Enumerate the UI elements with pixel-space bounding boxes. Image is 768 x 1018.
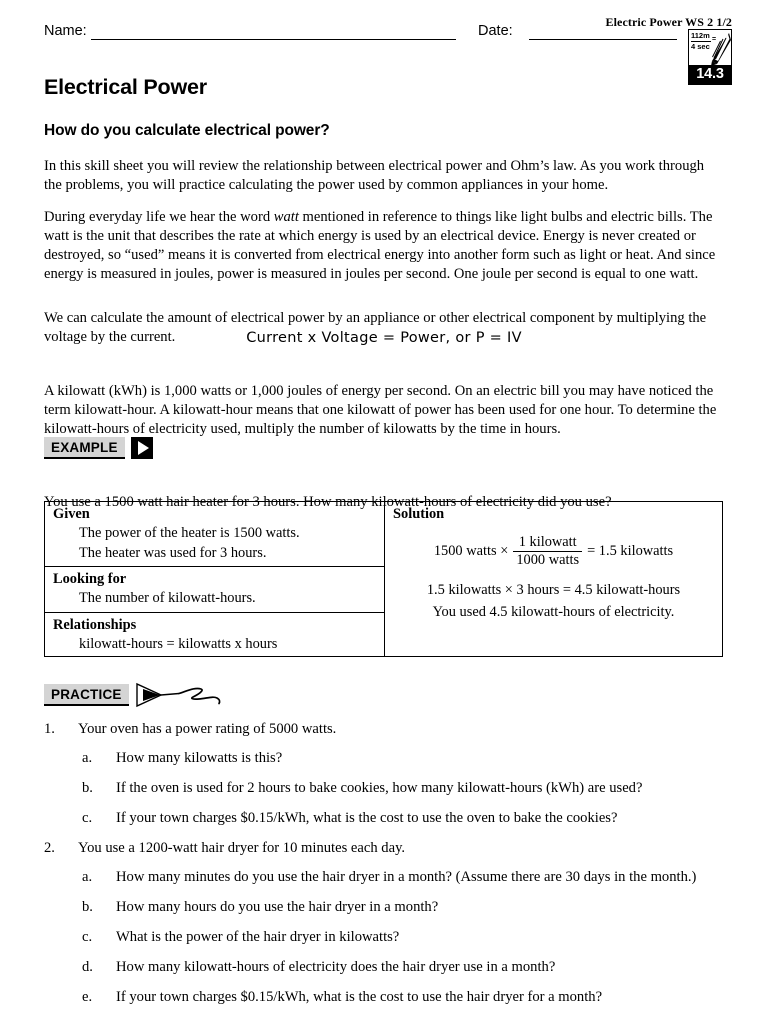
example-banner-label: EXAMPLE <box>44 437 125 459</box>
solution-table-right-column <box>385 502 722 656</box>
pencil-icon <box>707 31 732 66</box>
question-part-letter: a. <box>82 750 93 766</box>
question-block <box>44 839 734 1007</box>
solution-equation-1 <box>385 534 722 569</box>
question-part <box>44 988 734 1007</box>
logo-section-number: 14.3 <box>689 65 731 84</box>
power-calculation-paragraph: We can calculate the amount of electrical power by an appliance or other electrical component by multiplying the voltage by the current. <box>44 309 707 345</box>
question-part-text: How many kilowatts is this? <box>116 750 283 766</box>
given-item: The heater was used for 3 hours. <box>79 544 267 561</box>
question-block <box>44 720 734 828</box>
skillsheet-logo <box>688 29 732 85</box>
page-subtitle: How do you calculate electrical power? <box>44 121 330 139</box>
name-input-line[interactable] <box>91 39 456 40</box>
question-part <box>44 958 734 977</box>
logo-fraction-numerator: 112m <box>691 31 710 40</box>
relationships-header: Relationships <box>53 616 137 633</box>
solution-eq1-numerator: 1 kilowatt <box>518 534 577 550</box>
question-part-letter: c. <box>82 810 93 826</box>
question-part-text: How many minutes do you use the hair dryer in a month? (Assume there are 30 days in the month.) <box>116 869 697 885</box>
looking-for-header: Looking for <box>53 571 127 587</box>
question-part <box>44 749 734 768</box>
question-part <box>44 779 734 798</box>
example-question: You use a 1500 watt hair heater for 3 hours. How many kilowatt-hours of electricity did you use? <box>44 493 612 510</box>
question-part <box>44 898 734 917</box>
question-stem <box>44 720 734 739</box>
page-title: Electrical Power <box>44 75 207 100</box>
solution-eq1-rhs: = 1.5 kilowatts <box>587 543 674 559</box>
relationships-section <box>45 612 384 658</box>
question-part-text: How many hours do you use the hair dryer in a month? <box>116 899 439 915</box>
example-banner <box>44 437 153 459</box>
question-part-letter: b. <box>82 780 93 796</box>
question-part <box>44 868 734 887</box>
given-header: Given <box>53 506 90 522</box>
practice-question-list <box>44 720 734 1018</box>
question-number: 2. <box>44 840 55 856</box>
question-part-text: How many kilowatt-hours of electricity does the hair dryer use in a month? <box>116 959 556 975</box>
question-number: 1. <box>44 721 55 737</box>
question-part <box>44 928 734 947</box>
solution-eq1-denominator: 1000 watts <box>516 552 580 568</box>
worksheet-id-label: Electric Power WS 2 1/2 <box>605 15 732 29</box>
question-part-letter: b. <box>82 899 93 915</box>
question-text: You use a 1200-watt hair dryer for 10 minutes each day. <box>78 840 406 856</box>
question-part-letter: a. <box>82 869 93 885</box>
practice-banner-label: PRACTICE <box>44 684 129 706</box>
watt-italic-term: watt <box>273 208 299 225</box>
relationships-item: kilowatt-hours = kilowatts x hours <box>79 635 278 652</box>
question-part-text: If the oven is used for 2 hours to bake cookies, how many kilowatt-hours (kWh) are used? <box>116 780 643 796</box>
solution-header: Solution <box>393 506 445 522</box>
name-label: Name: <box>44 23 87 39</box>
question-part-letter: c. <box>82 929 93 945</box>
solution-equation-2: 1.5 kilowatts × 3 hours = 4.5 kilowatt-hours <box>426 582 681 598</box>
question-part-letter: d. <box>82 959 93 975</box>
given-item: The power of the heater is 1500 watts. <box>79 525 300 541</box>
question-part-text: If your town charges $0.15/kWh, what is the cost to use the oven to bake the cookies? <box>116 810 618 826</box>
watt-paragraph <box>44 208 724 285</box>
solution-eq1-lhs: 1500 watts × <box>433 543 509 559</box>
date-label: Date: <box>478 23 513 39</box>
logo-fraction-denominator: 4 sec <box>691 41 710 51</box>
example-solution-table <box>44 501 723 657</box>
question-part-text: What is the power of the hair dryer in kilowatts? <box>116 929 400 945</box>
question-stem <box>44 839 734 858</box>
solution-conclusion: You used 4.5 kilowatt-hours of electricity. <box>432 604 675 620</box>
logo-equals-sign: = <box>712 36 717 43</box>
pencil-squiggle-icon <box>135 682 227 708</box>
watt-paragraph-part-1: During everyday life we hear the word <box>44 208 274 225</box>
solution-eq1-fraction <box>513 534 582 569</box>
question-text: Your oven has a power rating of 5000 watts. <box>78 721 337 737</box>
solution-table-left-column <box>45 502 385 656</box>
looking-for-section <box>45 566 384 612</box>
logo-illustration <box>689 30 731 67</box>
question-part-letter: e. <box>82 989 93 1005</box>
given-section <box>45 502 384 566</box>
intro-paragraph: In this skill sheet you will review the relationship between electrical power and Ohm’s law. As you work through the problems, you will practice calculating the power used by common appliances in your home. <box>44 157 705 193</box>
question-part <box>44 809 734 828</box>
play-triangle-icon <box>131 437 153 459</box>
kilowatt-paragraph: A kilowatt (kWh) is 1,000 watts or 1,000 joules of energy per second. On an electric bill you may have noticed the term kilowatt-hour. A kilowatt-hour means that one kilowatt of power has been used for one hour. To determine the kilowatt-hours of electricity used, multiply the number of kilowatts by the time in hours. <box>44 382 717 437</box>
watt-paragraph-part-2: mentioned in reference to things like light bulbs and electric bills. The watt is the unit that describes the rate at which energy is used by an electrical device. Energy is never created or destroyed, so “used” means it is converted from electrical energy into another form such as light or heat. And since energy is measured in joules, power is measured in joules per second. One joule per second is equal to one watt. <box>44 208 716 283</box>
power-formula: Current x Voltage = Power, or P = IV <box>246 330 522 346</box>
practice-banner <box>44 682 227 708</box>
date-input-line[interactable] <box>529 39 677 40</box>
looking-for-item: The number of kilowatt-hours. <box>79 590 256 606</box>
question-part-text: If your town charges $0.15/kWh, what is the cost to use the hair dryer for a month? <box>116 989 603 1005</box>
